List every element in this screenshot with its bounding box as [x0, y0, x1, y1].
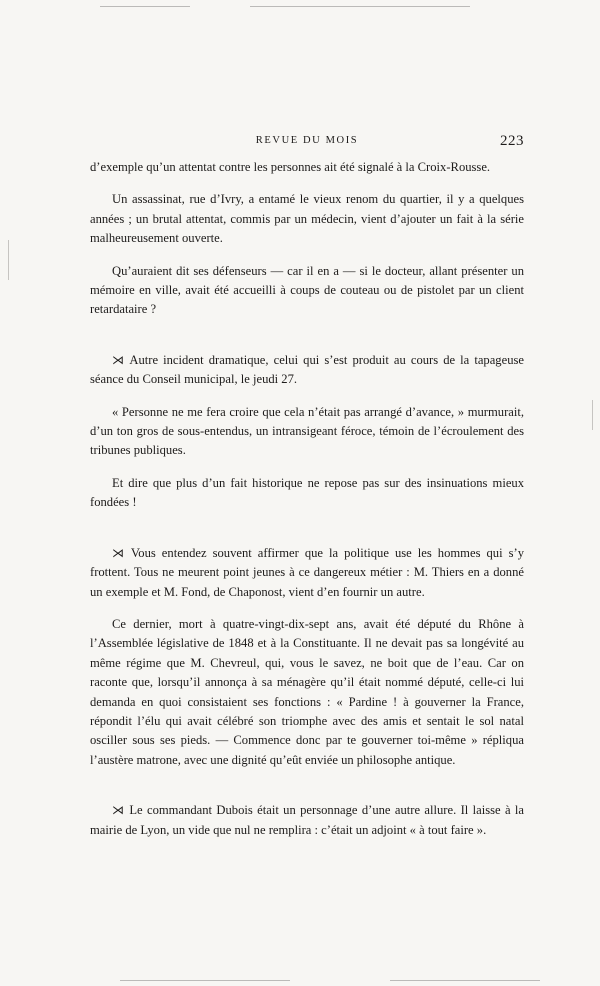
scan-edge-bottom-right: [390, 980, 540, 981]
paragraph-5-text: « Personne ne me fera croire que cela n’était pas arrangé d’avance, » murmurait, d’un ton gros de sous-entendus, un intransigeant féroce, témoin de l’écroulement des tribunes publiques.: [90, 404, 524, 458]
section-marker-icon: ⋊: [112, 803, 123, 818]
paragraph-9: [90, 801, 524, 840]
scan-edge-left: [8, 240, 9, 280]
running-head: [90, 133, 524, 153]
scan-edge-right: [592, 400, 593, 430]
paragraph-6-text: Et dire que plus d’un fait historique ne repose pas sur des insinuations mieux fondées !: [90, 475, 524, 510]
paragraph-9-text: Le commandant Dubois était un personnage d’une autre allure. Il laisse à la mairie de Lyon, un vide que nul ne remplira : c’était un adjoint « à tout faire ».: [90, 803, 524, 837]
scan-edge-top-short: [100, 6, 190, 7]
paragraph-3-text: Qu’auraient dit ses défenseurs — car il en a — si le docteur, allant présenter un mémoire en ville, avait été accueilli à coups de couteau ou de pistolet par un client retardataire ?: [90, 263, 524, 317]
paragraph-2: [90, 190, 524, 248]
paragraph-2-text: Un assassinat, rue d’Ivry, a entamé le vieux renom du quartier, il y a quelques années ; un brutal attentat, commis par un médecin, vient d’ajouter un fait à la série malheureusement ouverte.: [90, 192, 524, 246]
paragraph-8: [90, 615, 524, 770]
section-marker-icon: ⋊: [112, 352, 123, 367]
body-text: [90, 158, 524, 840]
paragraph-1: [90, 158, 524, 177]
paragraph-3: [90, 262, 524, 320]
running-title: REVUE DU MOIS: [255, 135, 359, 146]
paragraph-1-text: d’exemple qu’un attentat contre les personnes ait été signalé à la Croix-Rousse.: [90, 160, 491, 174]
paragraph-5: [90, 403, 524, 461]
paragraph-7-text: Vous entendez souvent affirmer que la politique use les hommes qui s’y frottent. Tous ne meurent point jeunes à ce dangereux métier : M. Thiers en a donné un exemple et M. Fond, de Chaponost, vient d’en fournir un autre.: [90, 545, 525, 599]
scan-edge-bottom: [120, 980, 290, 981]
paragraph-6: [90, 474, 524, 513]
section-marker-icon: ⋊: [112, 545, 123, 560]
scan-edge-top: [250, 6, 470, 7]
page-number: 223: [500, 133, 524, 149]
paragraph-7: [90, 544, 524, 602]
paragraph-8-text: Ce dernier, mort à quatre-vingt-dix-sept ans, avait été député du Rhône à l’Assemblée législative de 1848 et à la Constituante. Il ne devait pas sa longévité au même régime que M. Chevreul, qui, vous le savez, ne boit que de l’eau. Car on raconte que, lorsqu’il annonça à sa ménagère qu’il était nommé député, celle-ci lui demanda en quoi consistaient ses fonctions : « Pardine ! à gouverner la France, répondit l’élu qui avait célébré son triomphe avec des amis et sentait le sol natal osciller sous ses pieds. — Commence donc par te gouverner toi-même » répliqua l’austère matrone, avec une dignité qu’eût enviée un philosophe antique.: [90, 616, 524, 767]
paragraph-4-text: Autre incident dramatique, celui qui s’est produit au cours de la tapageuse séance du Conseil municipal, le jeudi 27.: [90, 352, 524, 387]
paragraph-4: [90, 351, 524, 390]
